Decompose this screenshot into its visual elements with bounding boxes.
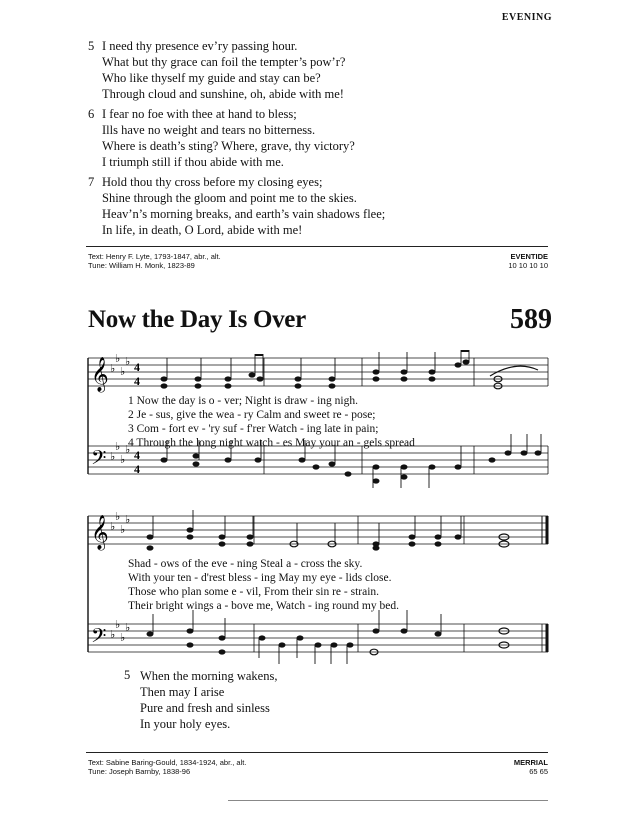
system-1-lyrics [128, 394, 415, 464]
stanza-number: 7 [88, 175, 95, 189]
svg-text:♭: ♭ [115, 619, 121, 631]
stanza-5 [88, 38, 345, 102]
svg-text:♭: ♭ [120, 366, 126, 378]
verse-5-number: 5 [124, 668, 131, 682]
stanza-line: I need thy presence ev’ry passing hour. [102, 39, 298, 53]
stanza-line: Ills have no weight and tears no bitterness. [102, 123, 316, 137]
svg-text:♭: ♭ [110, 363, 116, 375]
lyric-line: 2 Je - sus, give the wea - ry Calm and sweet re - pose; [128, 409, 376, 421]
tune-name: EVENTIDE [510, 252, 548, 261]
treble-clef: 𝄞 [91, 516, 109, 549]
hymn-number: 589 [510, 304, 552, 335]
lyric-line: 1 Now the day is o - ver; Night is draw - ing nigh. [128, 395, 358, 407]
verse-line: Pure and fresh and sinless [140, 701, 270, 715]
svg-text:♭: ♭ [125, 444, 131, 456]
svg-text:♭: ♭ [125, 356, 131, 368]
bass-clef: 𝄢 [91, 626, 107, 652]
stanza-line: Through cloud and sunshine, oh, abide with me! [102, 87, 344, 101]
section-header: EVENING [501, 12, 552, 23]
verse-line: Then may I arise [140, 685, 225, 699]
half-notes [290, 534, 509, 547]
svg-text:♭: ♭ [120, 632, 126, 644]
svg-text:4: 4 [134, 462, 140, 476]
stanza-line: What but thy grace can foil the tempter’s pow’r? [102, 55, 346, 69]
divider-rule [86, 246, 548, 247]
stanza-6 [88, 106, 355, 170]
divider-rule [86, 752, 548, 753]
lyric-line: With your ten - d'rest bless - ing May my eye - lids close. [128, 572, 392, 584]
meter: 65 65 [529, 767, 548, 776]
lyric-line: Their bright wings a - bove me, Watch - ing round my bed. [128, 600, 399, 612]
text-credit: Text: Henry F. Lyte, 1793-1847, abr., alt. [88, 252, 221, 261]
stanza-line: Shine through the gloom and point me to the skies. [102, 191, 357, 205]
note-stems [167, 350, 469, 379]
meter: 10 10 10 10 [508, 261, 548, 270]
svg-text:♭: ♭ [110, 451, 116, 463]
stanza-line: I triumph still if thou abide with me. [102, 155, 284, 169]
hymn-credits [88, 758, 246, 776]
svg-text:♭: ♭ [115, 353, 121, 365]
lyric-line: Shad - ows of the eve - ning Steal a - cross the sky. [128, 558, 363, 570]
stanza-line: Heav’n’s morning breaks, and earth’s vain shadows flee; [102, 207, 386, 221]
svg-text:♭: ♭ [115, 441, 121, 453]
bass-clef: 𝄢 [91, 448, 107, 474]
tune-info [514, 758, 548, 776]
tune-name: MERRIAL [513, 758, 548, 767]
tune-credit: Tune: William H. Monk, 1823-89 [88, 261, 195, 270]
stanza-number: 5 [88, 39, 95, 53]
prev-hymn-credits [88, 252, 221, 270]
stanza-line: Who like thyself my guide and stay can be? [102, 71, 321, 85]
verse-5 [140, 668, 277, 732]
svg-text:4: 4 [134, 374, 140, 388]
stanza-number: 6 [88, 107, 95, 121]
hymn-title: Now the Day Is Over [88, 306, 306, 333]
stanza-line: Where is death’s sting? Where, grave, thy victory? [102, 139, 355, 153]
verse-line: In your holy eyes. [140, 717, 231, 731]
lyric-line: 4 Through the long night watch - es May your an - gels spread [128, 437, 415, 449]
verse-line: When the morning wakens, [140, 669, 278, 683]
svg-text:♭: ♭ [120, 524, 126, 536]
bottom-rule [228, 800, 548, 801]
note-stems [153, 510, 461, 544]
svg-text:♭: ♭ [110, 521, 116, 533]
text-credit: Text: Sabine Baring-Gould, 1834-1924, abr., alt. [88, 758, 247, 767]
stanza-7 [88, 174, 385, 238]
bass-notes [147, 628, 442, 654]
stanza-line: Hold thou thy cross before my closing eyes; [102, 175, 323, 189]
system-2-lyrics [128, 557, 399, 627]
stanza-line: In life, in death, O Lord, abide with me! [102, 223, 303, 237]
tune-credit: Tune: Joseph Barnby, 1838-96 [88, 767, 191, 776]
svg-text:4: 4 [134, 448, 140, 462]
svg-text:♭: ♭ [120, 454, 126, 466]
treble-notes [161, 359, 470, 388]
svg-text:♭: ♭ [110, 629, 116, 641]
lyric-line: Those who plan some e - vil, From their sin re - strain. [128, 586, 380, 598]
prev-tune-info [508, 252, 548, 270]
treble-notes [147, 527, 462, 550]
svg-text:♭: ♭ [115, 511, 121, 523]
svg-text:♭: ♭ [125, 622, 131, 634]
half-notes [490, 366, 538, 389]
svg-text:♭: ♭ [125, 514, 131, 526]
svg-text:4: 4 [134, 360, 140, 374]
treble-clef: 𝄞 [91, 358, 109, 391]
stanza-line: I fear no foe with thee at hand to bless; [102, 107, 297, 121]
lyric-line: 3 Com - fort ev - 'ry suf - f'rer Watch - ing late in pain; [128, 423, 379, 435]
